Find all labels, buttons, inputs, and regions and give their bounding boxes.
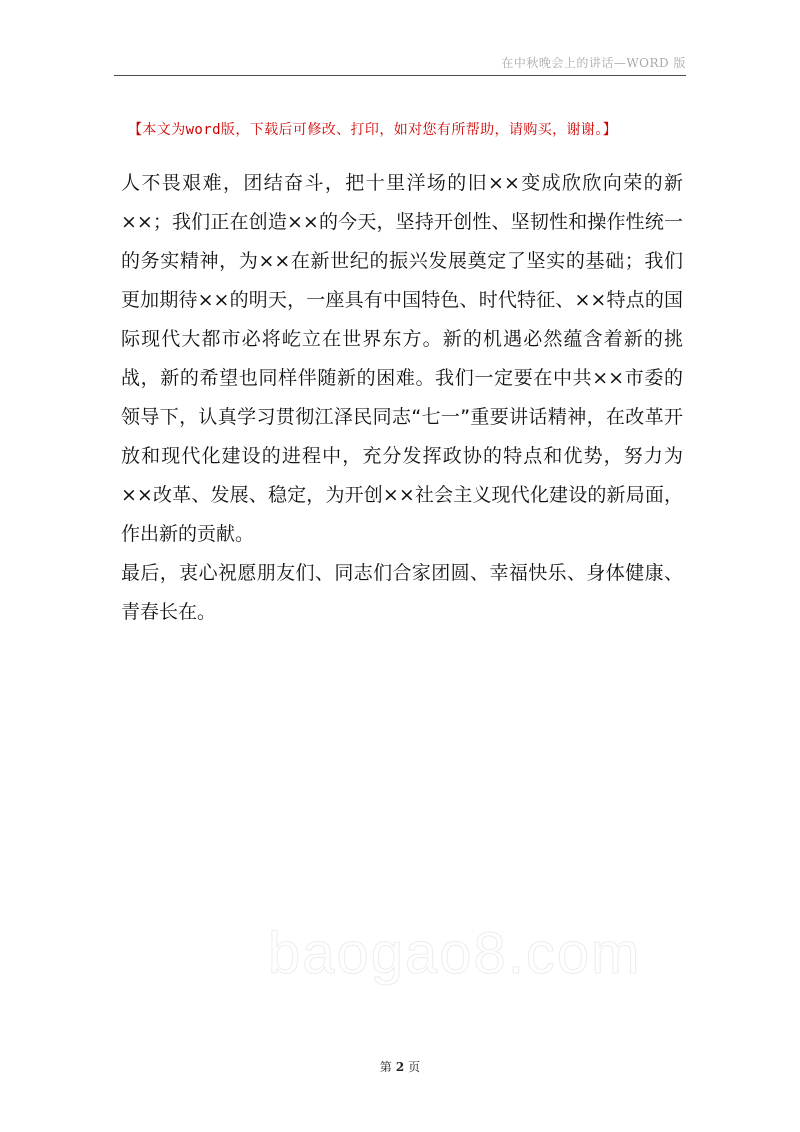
download-notice: 【本文为word版，下载后可修改、打印，如对您有所帮助，请购买，谢谢。】 (128, 122, 618, 138)
document-body (121, 164, 683, 632)
footer-prefix: 第 (379, 1060, 392, 1074)
page-footer (0, 1058, 800, 1075)
body-paragraph-2: 最后，衷心祝愿朋友们、同志们合家团圆、幸福快乐、身体健康、青春长在。 (121, 562, 683, 623)
footer-suffix: 页 (408, 1060, 421, 1074)
footer-page-number: 2 (395, 1060, 405, 1074)
body-paragraph-1: 人不畏艰难，团结奋斗，把十里洋场的旧××变成欣欣向荣的新××；我们正在创造××的今天，坚持开创性、坚韧性和操作性统一的务实精神，为××在新世纪的振兴发展奠定了坚实的基础；我们更加期待××的明天，一座具有中国特色、时代特征、××特点的国际现代大都市必将屹立在世界东方。新的机遇必然蕴含着新的挑战，新的希望也同样伴随新的困难。我们一定要在中共××市委的领导下，认真学习贯彻江泽民同志“七一”重要讲话精神，在改革开放和现代化建设的进程中，充分发挥政协的特点和优势，努力为××改革、发展、稳定，为开创××社会主义现代化建设的新局面，作出新的贡献。 (121, 172, 683, 545)
page-header-title: 在中秋晚会上的讲话—WORD 版 (501, 56, 686, 70)
site-watermark: baogao8.com (268, 921, 642, 986)
header-divider (114, 75, 686, 76)
